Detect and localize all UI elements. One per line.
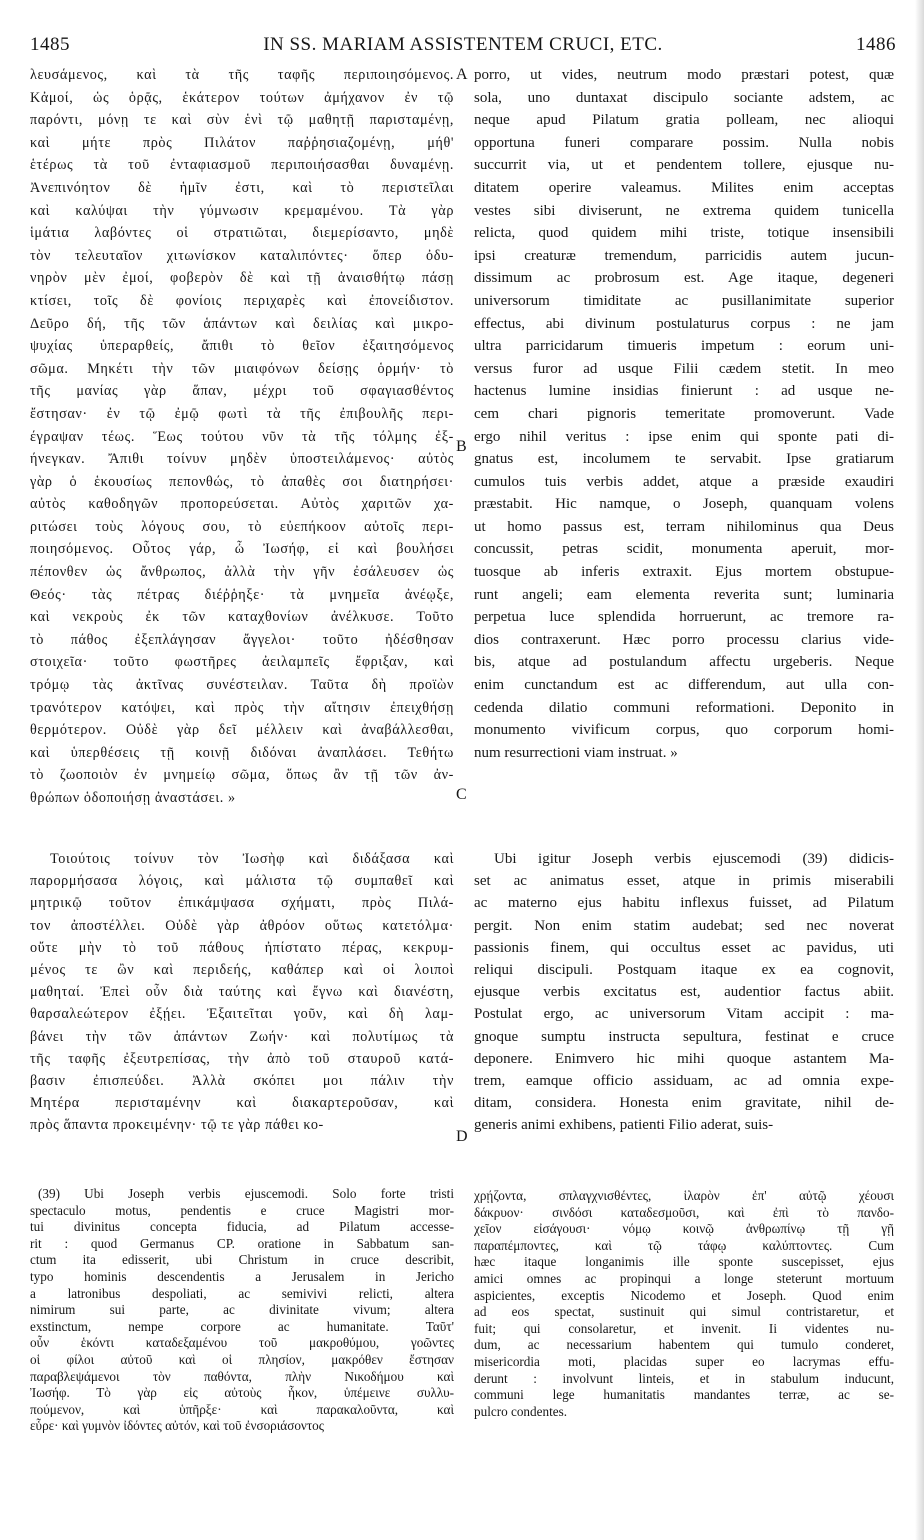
footnote-left-column xyxy=(30,1186,454,1435)
latin-text-line: Postulat ergo, ac universorum Vitam accipit : ma- xyxy=(474,1006,894,1023)
footnote-line: exstinctum, nempe corpore ac humanitate. Ταῦτ' xyxy=(30,1318,454,1334)
greek-text-line: τρόμῳ τὰς ἀκτῖνας συνέστειλαν. Ταῦτα δὴ προϊὼν xyxy=(30,677,454,694)
greek-text-line: τὸ πάθος ἐξεπλάγησαν ἄγγελοι· τοῦτο ἠδέσθησαν xyxy=(30,631,454,648)
greek-text-line: θερμότερον. Οὐδὲ γὰρ δεῖ μέλλειν καὶ ἀναβάλλεσθαι, xyxy=(30,722,454,739)
latin-text-line: tuosque ab inferis extraxit. Ejus mortem obstupue- xyxy=(474,564,894,581)
greek-text-line: πέπονθεν ὡς ἄνθρωπος, ἀλλὰ τὴν γῆν ἐσάλευσεν ὡς xyxy=(30,564,454,581)
latin-text-line: sola, uno duntaxat discipulo sociante adstem, ac xyxy=(474,89,894,106)
latin-text-line: Ubi igitur Joseph verbis ejuscemodi (39) didicis- xyxy=(494,851,894,867)
greek-column-lower xyxy=(30,848,454,1137)
footnote-line: ctum ita edisserit, ubi Christum in cruce describit, xyxy=(30,1252,454,1268)
greek-text-line: τὸ ζωοποιὸν ἐν μνημείῳ σῶμα, ὅπως ἂν τῇ τῶν ἀν- xyxy=(30,767,454,784)
greek-text-line: παρορμήσασα λόγοις, καὶ μάλιστα τῷ συμπαθεῖ καὶ xyxy=(30,873,454,890)
greek-text-line: τῆς μανίας γὰρ ἅπαν, μέχρι τοῦ σφαγιασθέντος xyxy=(30,383,454,400)
latin-text-line: generis animi exhibens, patienti Filio aderat, suis- xyxy=(474,1117,774,1134)
latin-text-line: dissimum ac probrosum est. Age itaque, degeneri xyxy=(474,270,894,287)
running-header xyxy=(30,34,896,58)
latin-text-line: porro, ut vides, neutrum modo præstari potest, quæ xyxy=(474,67,894,83)
latin-text-line: monumento vivificum corpus, quo corporum homi- xyxy=(474,722,894,739)
greek-text-line: καὶ καλύψαι τὴν γύμνωσιν κρεμαμένου. Τὰ γὰρ xyxy=(30,202,454,219)
footnote-line: misericordia moti, placidas super eo lacrymas effu- xyxy=(474,1353,894,1369)
latin-text-line: passionis finem, qui occultus esset ac pavidus, uti xyxy=(474,939,894,956)
greek-text-line: τῆς ταφῆς ἐξευτρεπίσας, τὴν ἀπὸ τοῦ σταυροῦ κατά- xyxy=(30,1050,454,1067)
greek-text-line: μητρικῷ τοῦτον ἐπικάμψασα σχήματι, πρὸς Πιλά- xyxy=(30,895,454,912)
footnote-line: derunt : involvunt linteis, et in stabulum inducunt, xyxy=(474,1370,894,1386)
margin-letter-d: D xyxy=(456,1128,468,1145)
latin-text-line: gnoque sumptu instructa sepultura, festinat e cruce xyxy=(474,1028,894,1045)
footnote-line: οἱ φίλοι αὐτοῦ καὶ οἱ πλησίον, μακρόθεν ἔστησαν xyxy=(30,1351,454,1367)
footnote-line: fuit; qui consolaretur, et invenit. Ii videntes nu- xyxy=(474,1320,894,1336)
footnote-line: hæc itaque longanimis ille sponte suscepisset, ejus xyxy=(474,1254,894,1270)
greek-text-line: οὔτε μὴν τὸ τοῦ πάθους ἠπίστατο πέρας, κεκρυμ- xyxy=(30,939,454,956)
footnote-line: dum, ac necessarium habentem qui tumulo conderet, xyxy=(474,1337,894,1353)
greek-text-line: βάνει τὴν τῶν ἁπάντων Ζωήν· καὶ πολυτίμως τὰ xyxy=(30,1028,454,1045)
latin-text-line: ditam, considera. Honesta enim gravitate, nihil de- xyxy=(474,1095,894,1112)
latin-text-line: pergit. Non enim statim audebat; sed nec noverat xyxy=(474,917,894,934)
footnote-line: παραπέμποντες, καὶ τῷ τάφῳ καλύπτοντες. Cum xyxy=(474,1237,894,1253)
footnote-line: a latronibus despoliati, ac semivivi relicti, altera xyxy=(30,1285,454,1301)
page-number-left: 1485 xyxy=(30,34,70,55)
footnote-line: οὖν ἑκόντι καταδεξαμένου τοῦ μακροθύμου, γοῶντες xyxy=(30,1335,454,1351)
latin-column-upper xyxy=(474,64,894,764)
latin-text-line: succurrit via, ut et pendentem tollere, ejusque nu- xyxy=(474,157,894,174)
greek-text-line: μαθηταί. Ἐπεὶ οὖν διὰ ταύτης καὶ ἔγνω καὶ διανέστη, xyxy=(30,984,454,1001)
greek-text-line: νηρὸν μὲν ἐμοί, φοβερὸν δὲ καὶ τῇ ἀναισθήτῳ πάσῃ xyxy=(30,270,454,287)
latin-text-line: set ac animatus esset, atque in primis miserabili xyxy=(474,873,894,890)
greek-text-line: Κἀμοί, ὡς ὁρᾷς, ἑκάτερον τούτων ἀμήχανον ἐν τῷ xyxy=(30,89,454,106)
greek-text-line: κτίσει, τοῖς δὲ φονίοις περιχαρὲς καὶ ἐπονείδιστον. xyxy=(30,292,454,309)
footnote-right-column xyxy=(474,1188,894,1420)
latin-text-line: ac materno ejus habitu inflexus fuisset, ad Pilatum xyxy=(474,895,894,912)
latin-text-line: cem chari pignoris temeritate promoverunt. Vade xyxy=(474,405,894,422)
margin-letter-b: B xyxy=(456,438,467,455)
footnote-line: ad eos spectat, sustinuit qui simul contristaretur, et xyxy=(474,1304,894,1320)
greek-text-line: θρώπων ὁδοποιήσῃ ἀναστάσει. » xyxy=(30,790,236,806)
greek-text-line: Θεός· τὰς πέτρας διέῤῥηξε· τὰ μνημεῖα ἀνέῳξε, xyxy=(30,586,454,603)
greek-text-line: στοιχεῖα· τοῦτο φωστῆρες ἀειλαμπεῖς ἔφριξαν, καὶ xyxy=(30,654,454,671)
latin-text-line: bis, atque ad postulandum affectu urgeberis. Neque xyxy=(474,654,894,671)
latin-text-line: hactenus lumine insidias finierunt : ad usque ne- xyxy=(474,383,894,400)
latin-text-line: effectus, abi divinum postulaturus corpus : ne jam xyxy=(474,315,894,332)
footnote-line: tui divinitus concepta fiducia, ad Pilatum accesse- xyxy=(30,1219,454,1235)
greek-text-line: έγραψαν τέως. Ἕως τούτου νῦν τὰ τῆς τόλμης ἐξ- xyxy=(30,428,454,445)
greek-text-line: βασιν ἐπισπεύδει. Ἀλλὰ σκόπει μοι πάλιν τὴν xyxy=(30,1073,454,1090)
footnote-line: aspicientes, exceptis Nicodemo et Joseph. Quod enim xyxy=(474,1287,894,1303)
latin-text-line: cedenda dilatio communi reformationi. Deponito in xyxy=(474,699,894,716)
footnote-line: παραβλεψάμενοι τὸν παθόντα, πλὴν Νικοδήμου καὶ xyxy=(30,1368,454,1384)
greek-text-line: τον ἀποστέλλει. Οὐδὲ γὰρ ἀθρόον οὕτως κατετόλμα· xyxy=(30,917,454,934)
greek-text-line: θαρσαλεώτερον ἐξῄει. Ἐξαιτεῖται γοῦν, καὶ δὴ λαμ- xyxy=(30,1006,454,1023)
latin-text-line: gnatus est, incolumem te servabit. Ipse gratiarum xyxy=(474,451,894,468)
latin-text-line: cumulos tuis verbis addet, atque a præside exaudiri xyxy=(474,473,894,490)
latin-text-line: ditatem operire valeamus. Milites enim acceptas xyxy=(474,179,894,196)
greek-text-line: πρὸς ἅπαντα προκειμένην· τῷ τε γὰρ πάθει κο- xyxy=(30,1117,324,1134)
greek-text-line: μένος τε ὢν καὶ περιδεής, καθάπερ καὶ οἱ λοιποὶ xyxy=(30,962,454,979)
footnote-line: χρῄζοντα, σπλαγχνισθέντες, ἱλαρὸν ἐπ' αὐτῷ χέουσι xyxy=(474,1188,894,1203)
greek-text-line: ήνεγκαν. Ἄπιθι τοίνυν μηδὲν ὑποστειλάμενος· αὐτὸς xyxy=(30,451,454,468)
footnote-line: pulcro condentes. xyxy=(474,1403,568,1419)
page-fold-shadow xyxy=(915,0,924,1540)
greek-text-line: ἱμάτια λαβόντες οἱ στρατιῶται, διεμερίσαντο, μηδὲ xyxy=(30,225,454,242)
greek-text-line: παρόντι, μόνῃ τε καὶ σὺν ἑνὶ τῷ μαθητῇ παρισταμένῃ, xyxy=(30,112,454,129)
footnote-line: (39) Ubi Joseph verbis ejuscemodi. Solo forte tristi xyxy=(38,1186,454,1201)
latin-text-line: ejusque verbis excitatus est, audentior factus abiit. xyxy=(474,984,894,1001)
latin-text-line: dios contraxerunt. Hæc porro processu clarius vide- xyxy=(474,631,894,648)
latin-text-line: præstabit. Hic namque, o Joseph, quanquam volens xyxy=(474,496,894,513)
margin-letter-a: A xyxy=(456,66,468,83)
greek-text-line: σῶμα. Μηκέτι τὴν τῶν μιαιφόνων δείσῃς ὁρμήν· τὸ xyxy=(30,360,454,377)
greek-text-line: Μητέρα περισταμένην καὶ διακαρτεροῦσαν, καὶ xyxy=(30,1095,454,1112)
greek-text-line: καὶ νεκροὺς ἐκ τῶν καταχθονίων ἀνέλκυσε. Τοῦτο xyxy=(30,609,454,626)
greek-text-line: γὰρ ὁ ἑκουσίως πεπονθώς, τὸ ἀπαθὲς σοι διατηρήσει· xyxy=(30,473,454,490)
latin-text-line: perpetua luce splendida horruerunt, ac tremore ra- xyxy=(474,609,894,626)
footnote-line: nimirum sui parte, ac divinitate vivum; altera xyxy=(30,1302,454,1318)
page-number-right: 1486 xyxy=(856,34,896,55)
latin-text-line: ergo nihil veritus : ipse enim qui sponte pati di- xyxy=(474,428,894,445)
greek-column-upper xyxy=(30,64,454,810)
latin-text-line: ultra parricidarum timueris impetum : eorum uni- xyxy=(474,338,894,355)
margin-letter-c: C xyxy=(456,786,467,803)
latin-text-line: num resurrectioni viam instruat. » xyxy=(474,744,678,761)
latin-text-line: versus furor ad usque Filii cædem stetit. In meo xyxy=(474,360,894,377)
footnote-line: amici omnes ac propinqui a longe steterunt mortuum xyxy=(474,1270,894,1286)
running-title: IN SS. MARIAM ASSISTENTEM CRUCI, ETC. xyxy=(263,34,663,55)
latin-text-line: trem, eamque officio assiduam, ac ad omnia expe- xyxy=(474,1073,894,1090)
latin-text-line: reliqui discipuli. Postquam itaque ex ea cognovit, xyxy=(474,962,894,979)
footnote-line: communi lege humanitatis mandantes terræ, ac se- xyxy=(474,1387,894,1403)
greek-text-line: ριτώσει τοὺς λόγους σου, τὸ εὐεπήκοον αὐτοῖς περι- xyxy=(30,518,454,535)
latin-text-line: enim cunctandum est ac differendum, aut ulla con- xyxy=(474,677,894,694)
latin-text-line: opportuna funeri comparare possim. Nulla nobis xyxy=(474,134,894,151)
greek-text-line: τρανότερον κατόψει, καὶ πρὸς τὴν αἴτησιν ἐπειχθήσῃ xyxy=(30,699,454,716)
footnote-line: typo hominis descendentis a Jerusalem in Jericho xyxy=(30,1268,454,1284)
latin-text-line: ipsi creaturæ tremendum, parricidis autem jucun- xyxy=(474,247,894,264)
footnote-line: spectaculo motus, pendentis e cruce Magistri mor- xyxy=(30,1202,454,1218)
latin-text-line: concussit, petras scidit, monumenta aperuit, mor- xyxy=(474,541,894,558)
greek-text-line: ἔστησαν· ἐν τῷ ἐμῷ φωτὶ τὰ τῆς ἐπιβουλῆς περι- xyxy=(30,405,454,422)
greek-text-line: τὸν τελευταῖον χιτωνίσκον καταλιπόντες· ὅπερ ὀδυ- xyxy=(30,247,454,264)
greek-text-line: αὐτὸς καθοδηγῶν προπορεύσεται. Αὐτὸς χαριτῶν χα- xyxy=(30,496,454,513)
greek-text-line: λευσάμενος, καὶ τὰ τῆς ταφῆς περιποιησόμενος. xyxy=(30,67,454,83)
footnote-line: rit : quod Germanus CP. oratione in Sabbatum san- xyxy=(30,1235,454,1251)
greek-text-line: Ἀνεπινόητον δὲ ἡμῖν ἐστι, καὶ τὸ περιστεῖλαι xyxy=(30,179,454,196)
greek-text-line: Τοιούτοις τοίνυν τὸν Ἰωσὴφ καὶ διδάξασα καὶ xyxy=(50,851,454,867)
footnote-line: πούμενον, καὶ ὑπῆρξε· καὶ παρακαλοῦντα, καὶ xyxy=(30,1401,454,1417)
latin-column-lower xyxy=(474,848,894,1137)
footnote-line: χεῖον εἰσάγουσι· νόμῳ κοινῷ ἀνθρωπίνῳ τῇ γῇ xyxy=(474,1221,894,1237)
latin-text-line: relicta, quod quidem mihi triste, totique insensibili xyxy=(474,225,894,242)
latin-text-line: runt angeli; eam elementa reverita sunt; luminaria xyxy=(474,586,894,603)
footnote-line: δάκρυον· σινδόσι καταδεσμοῦσι, καὶ ἐπὶ τὸ πανδο- xyxy=(474,1204,894,1220)
footnote-line: Ἰωσήφ. Τὸ γὰρ εἰς αὐτοὺς ἧκον, ὑπέμεινε συλλυ- xyxy=(30,1385,454,1401)
footnote-line: εὗρε· καὶ γυμνὸν ἰδόντες αὐτόν, καὶ τοῦ ἐνσοριάσοντος xyxy=(30,1418,324,1434)
latin-text-line: neque apud Pilatum gratia polleam, nec alioqui xyxy=(474,112,894,129)
greek-text-line: καὶ μήτε πρὸς Πιλάτον παῤῥησιαζομένῃ, μήθ' xyxy=(30,134,454,151)
latin-text-line: vestes sibi diviserunt, ne extrema quidem tunicella xyxy=(474,202,894,219)
latin-text-line: deponere. Enimvero hic mihi quoque astantem Ma- xyxy=(474,1050,894,1067)
greek-text-line: ψυχίας ὑπεραρθείς, ἄπιθι τὸ θεῖον ἐξαιτησόμενος xyxy=(30,338,454,355)
greek-text-line: ποιησόμενος. Οὗτος γάρ, ὦ Ἰωσήφ, εἰ καὶ βουλήσει xyxy=(30,541,454,558)
latin-text-line: ut homo passus est, terram nihilominus qua Deus xyxy=(474,518,894,535)
greek-text-line: καὶ ὑπερθέσεις τῇ κοινῇ διδόναι ἀναπλάσει. Τεθήτω xyxy=(30,744,454,761)
greek-text-line: Δεῦρο δή, τῆς τῶν ἁπάντων καὶ δειλίας καὶ μικρο- xyxy=(30,315,454,332)
latin-text-line: universorum timiditate ac pusillanimitate superior xyxy=(474,292,894,309)
greek-text-line: ἑτέρως τὰ τοῦ ἐνταφιασμοῦ περιποιήσασθαι δυναμένῃ. xyxy=(30,157,454,174)
